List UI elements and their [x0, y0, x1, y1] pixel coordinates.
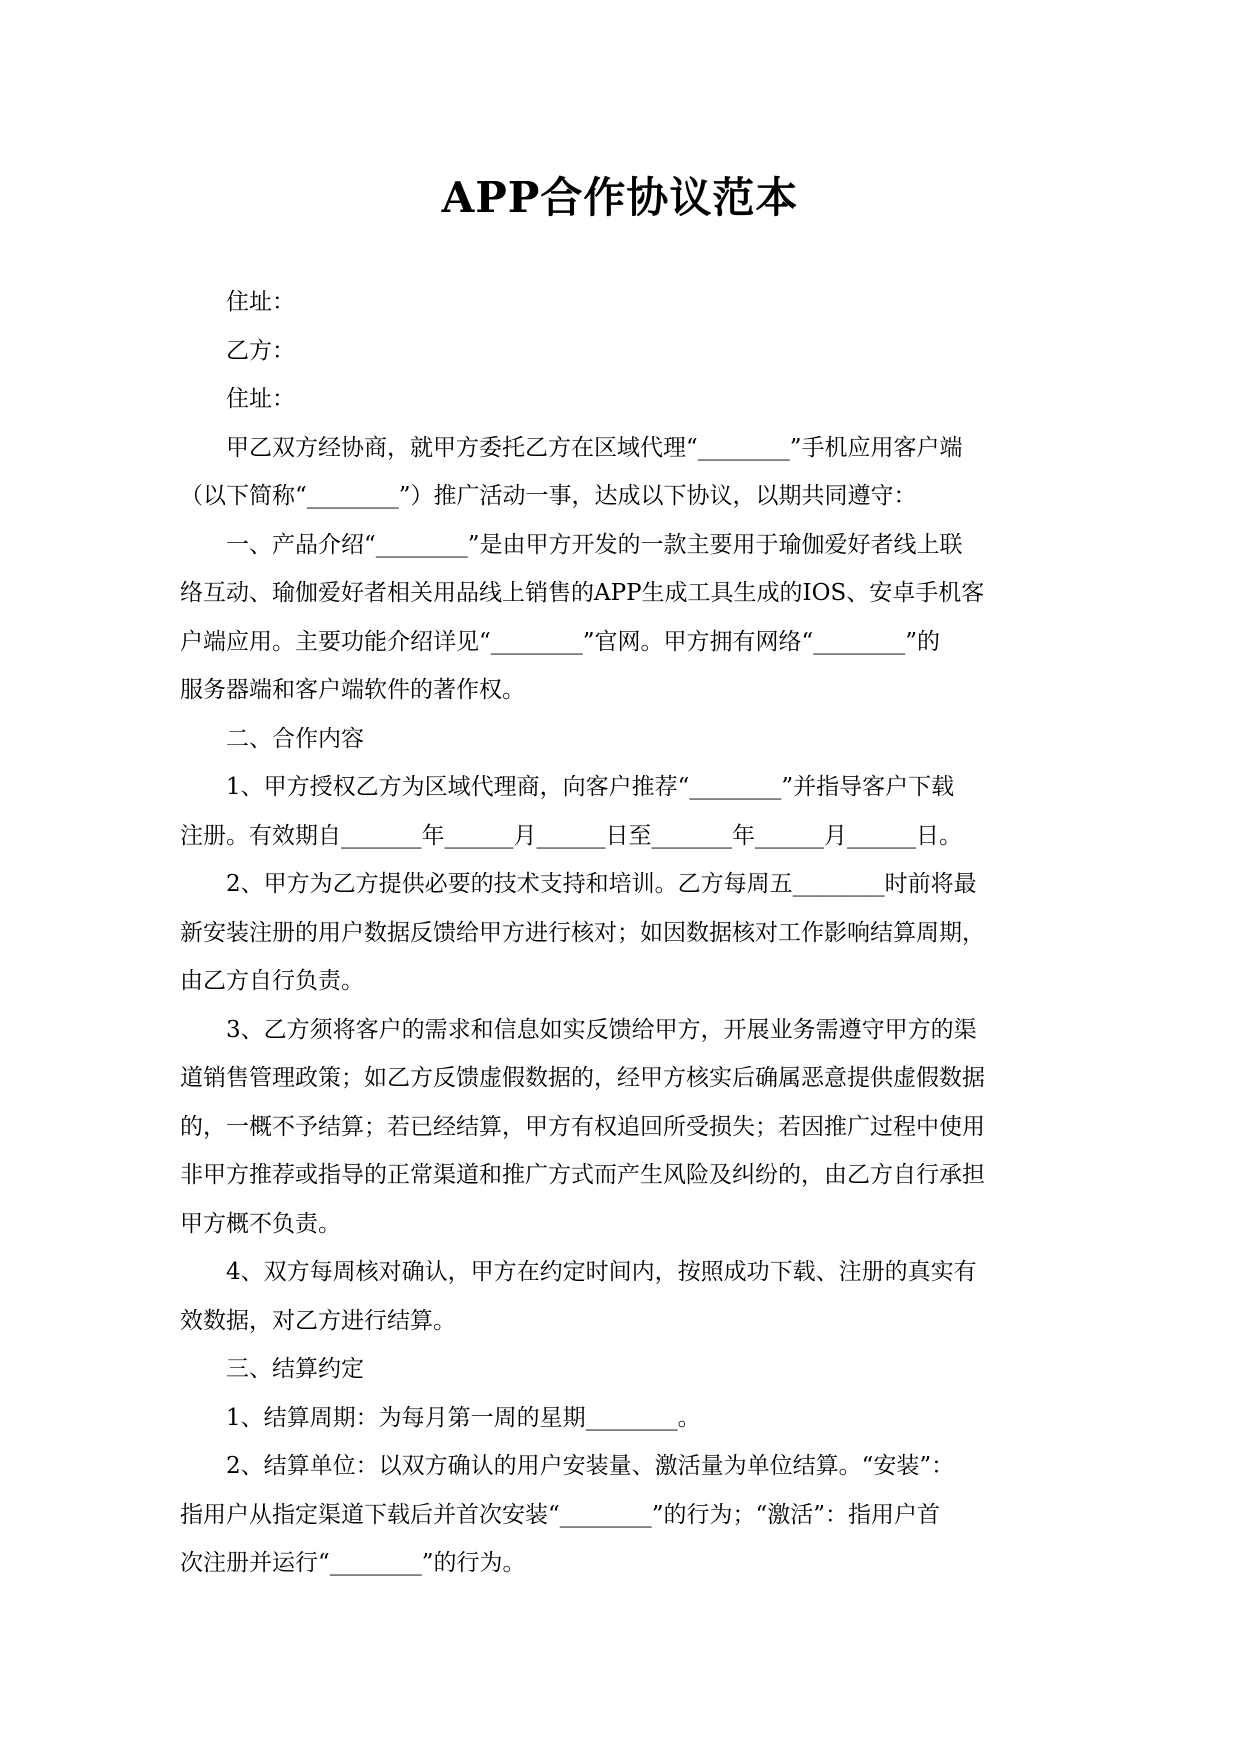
paragraph-line: 道销售管理政策；如乙方反馈虚假数据的，经甲方核实后确属恶意提供虚假数据 [180, 1065, 985, 1091]
paragraph-line: 3、乙方须将客户的需求和信息如实反馈给甲方，开展业务需遵守甲方的渠 [226, 1016, 977, 1043]
section-heading: 三、结算约定 [226, 1356, 364, 1382]
paragraph-line: 甲方概不负责。 [180, 1210, 341, 1237]
paragraph-line: 甲乙双方经协商，就甲方委托乙方在区域代理“________”手机应用客户端 [226, 434, 963, 461]
paragraph-line: 户端应用。主要功能介绍详见“________”官网。甲方拥有网络“________”的 [180, 628, 941, 655]
paragraph-line: 服务器端和客户端软件的著作权。 [180, 677, 525, 703]
paragraph-line: 的，一概不予结算；若已经结算，甲方有权追回所受损失；若因推广过程中使用 [180, 1113, 985, 1140]
section-heading: 二、合作内容 [226, 725, 364, 752]
address-line: 住址： [226, 289, 295, 315]
paragraph-line: 络互动、瑜伽爱好者相关用品线上销售的APP生成工具生成的IOS、安卓手机客 [180, 580, 985, 606]
paragraph-line: 新安装注册的用户数据反馈给甲方进行核对；如因数据核对工作影响结算周期， [180, 919, 985, 946]
paragraph-line: 1、结算周期：为每月第一周的星期________。 [226, 1404, 701, 1431]
paragraph-line: 2、甲方为乙方提供必要的技术支持和培训。乙方每周五________时前将最 [226, 871, 977, 897]
paragraph-line: 由乙方自行负责。 [180, 968, 364, 994]
paragraph-line: 一、产品介绍“________”是由甲方开发的一款主要用于瑜伽爱好者线上联 [226, 531, 963, 558]
paragraph-line: 1、甲方授权乙方为区域代理商，向客户推荐“________”并指导客户下载 [226, 774, 955, 800]
paragraph-line: 非甲方推荐或指导的正常渠道和推广方式而产生风险及纠纷的，由乙方自行承担 [180, 1162, 985, 1188]
address-line: 住址： [226, 386, 295, 412]
party-b-line: 乙方： [226, 337, 295, 364]
paragraph-line: 4、双方每周核对确认，甲方在约定时间内，按照成功下载、注册的真实有 [226, 1259, 977, 1285]
paragraph-line: （以下简称“________”）推广活动一事，达成以下协议，以期共同遵守： [180, 483, 917, 509]
paragraph-line: 指用户从指定渠道下载后并首次安装“________”的行为；“激活”：指用户首 [180, 1501, 941, 1528]
paragraph-line: 注册。有效期自_______年______月______日至_______年______月______日。 [180, 822, 962, 849]
paragraph-line: 次注册并运行“________”的行为。 [180, 1550, 526, 1576]
document-body [180, 278, 1060, 1588]
paragraph-line: 2、结算单位：以双方确认的用户安装量、激活量为单位结算。“安装”： [226, 1453, 955, 1479]
document-title: APP合作协议范本 [441, 173, 799, 222]
paragraph-line: 效数据，对乙方进行结算。 [180, 1307, 456, 1334]
